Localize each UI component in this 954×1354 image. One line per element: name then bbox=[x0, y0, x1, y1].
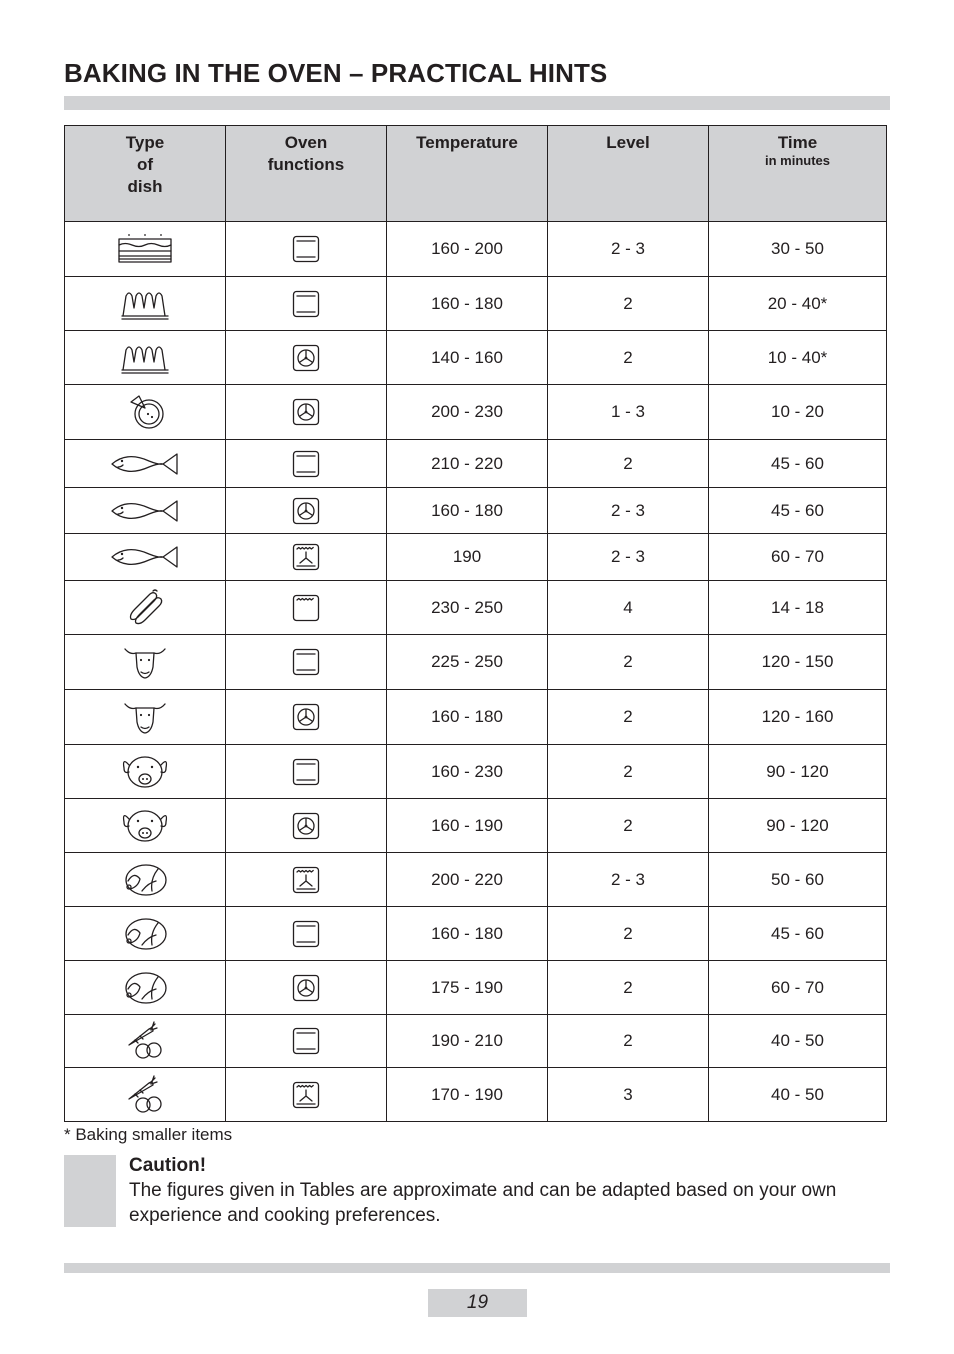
header-func-line1: Oven bbox=[284, 133, 328, 152]
top-bottom-heat-icon bbox=[226, 758, 386, 786]
table-row bbox=[65, 488, 887, 534]
dish-type-cell bbox=[65, 277, 226, 331]
header-level bbox=[548, 126, 709, 222]
level-cell: 4 bbox=[548, 581, 709, 635]
page-title: BAKING IN THE OVEN – PRACTICAL HINTS bbox=[64, 58, 608, 88]
header-time-label: Time bbox=[777, 133, 818, 152]
caution-marker bbox=[64, 1155, 116, 1227]
top-bottom-heat-icon bbox=[226, 235, 386, 263]
table-row bbox=[65, 385, 887, 440]
grill-icon bbox=[226, 594, 386, 622]
level-cell: 1 - 3 bbox=[548, 385, 709, 440]
page-number: 19 bbox=[428, 1289, 527, 1317]
header-type-line3: dish bbox=[127, 177, 163, 196]
oven-function-cell bbox=[226, 745, 387, 799]
level-cell: 2 - 3 bbox=[548, 853, 709, 907]
grill-fan-icon bbox=[226, 543, 386, 571]
oven-function-cell bbox=[226, 853, 387, 907]
oven-function-cell bbox=[226, 488, 387, 534]
temperature-cell: 200 - 230 bbox=[387, 385, 548, 440]
table-row bbox=[65, 635, 887, 690]
bundt-cake-icon bbox=[65, 286, 225, 322]
header-type-line2: of bbox=[136, 155, 154, 174]
dish-type-cell bbox=[65, 1068, 226, 1122]
level-cell: 2 - 3 bbox=[548, 222, 709, 277]
fan-icon bbox=[226, 497, 386, 525]
level-cell: 2 bbox=[548, 331, 709, 385]
header-time-sub: in minutes bbox=[764, 153, 830, 168]
table-row bbox=[65, 1068, 887, 1122]
oven-function-cell bbox=[226, 1015, 387, 1068]
bundt-cake-icon bbox=[65, 340, 225, 376]
table-header-row bbox=[65, 126, 887, 222]
time-cell: 20 - 40* bbox=[709, 277, 887, 331]
time-cell: 60 - 70 bbox=[709, 534, 887, 581]
fish-icon bbox=[65, 543, 225, 571]
header-temperature-label: Temperature bbox=[416, 133, 518, 152]
temperature-cell: 160 - 180 bbox=[387, 488, 548, 534]
dish-type-cell bbox=[65, 961, 226, 1015]
level-cell: 2 bbox=[548, 961, 709, 1015]
time-cell: 30 - 50 bbox=[709, 222, 887, 277]
fish-icon bbox=[65, 497, 225, 525]
dish-type-cell bbox=[65, 907, 226, 961]
level-cell: 2 bbox=[548, 440, 709, 488]
table-row bbox=[65, 961, 887, 1015]
oven-function-cell bbox=[226, 690, 387, 745]
oven-function-cell bbox=[226, 1068, 387, 1122]
temperature-cell: 200 - 220 bbox=[387, 853, 548, 907]
top-bottom-heat-icon bbox=[226, 290, 386, 318]
time-cell: 40 - 50 bbox=[709, 1015, 887, 1068]
level-cell: 3 bbox=[548, 1068, 709, 1122]
sausage-icon bbox=[65, 589, 225, 627]
fan-icon bbox=[226, 703, 386, 731]
oven-function-cell bbox=[226, 440, 387, 488]
top-bottom-heat-icon bbox=[226, 1027, 386, 1055]
time-cell: 45 - 60 bbox=[709, 440, 887, 488]
top-bottom-heat-icon bbox=[226, 450, 386, 478]
temperature-cell: 160 - 180 bbox=[387, 907, 548, 961]
time-cell: 14 - 18 bbox=[709, 581, 887, 635]
table-row bbox=[65, 745, 887, 799]
dish-type-cell bbox=[65, 222, 226, 277]
level-cell: 2 bbox=[548, 1015, 709, 1068]
time-cell: 45 - 60 bbox=[709, 488, 887, 534]
table-row bbox=[65, 222, 887, 277]
temperature-cell: 225 - 250 bbox=[387, 635, 548, 690]
dish-type-cell bbox=[65, 1015, 226, 1068]
level-cell: 2 bbox=[548, 690, 709, 745]
temperature-cell: 190 bbox=[387, 534, 548, 581]
header-time bbox=[709, 126, 887, 222]
poultry-icon bbox=[65, 969, 225, 1007]
dish-type-cell bbox=[65, 799, 226, 853]
time-cell: 60 - 70 bbox=[709, 961, 887, 1015]
footnote: * Baking smaller items bbox=[64, 1125, 233, 1144]
oven-function-cell bbox=[226, 385, 387, 440]
dish-type-cell bbox=[65, 488, 226, 534]
level-cell: 2 bbox=[548, 745, 709, 799]
oven-function-cell bbox=[226, 222, 387, 277]
time-cell: 10 - 40* bbox=[709, 331, 887, 385]
level-cell: 2 - 3 bbox=[548, 488, 709, 534]
pork-icon bbox=[65, 754, 225, 790]
grill-fan-icon bbox=[226, 866, 386, 894]
level-cell: 2 - 3 bbox=[548, 534, 709, 581]
dish-type-cell bbox=[65, 581, 226, 635]
dish-type-cell bbox=[65, 385, 226, 440]
pizza-icon bbox=[65, 392, 225, 432]
poultry-icon bbox=[65, 861, 225, 899]
oven-function-cell bbox=[226, 581, 387, 635]
temperature-cell: 160 - 230 bbox=[387, 745, 548, 799]
oven-function-cell bbox=[226, 277, 387, 331]
top-divider bbox=[64, 96, 890, 110]
dish-type-cell bbox=[65, 690, 226, 745]
oven-function-cell bbox=[226, 331, 387, 385]
time-cell: 120 - 150 bbox=[709, 635, 887, 690]
dish-type-cell bbox=[65, 534, 226, 581]
dish-type-cell bbox=[65, 745, 226, 799]
temperature-cell: 160 - 200 bbox=[387, 222, 548, 277]
temperature-cell: 210 - 220 bbox=[387, 440, 548, 488]
vegetables-icon bbox=[65, 1021, 225, 1061]
time-cell: 45 - 60 bbox=[709, 907, 887, 961]
level-cell: 2 bbox=[548, 799, 709, 853]
table-row bbox=[65, 853, 887, 907]
dish-type-cell bbox=[65, 440, 226, 488]
time-cell: 50 - 60 bbox=[709, 853, 887, 907]
temperature-cell: 190 - 210 bbox=[387, 1015, 548, 1068]
header-temperature bbox=[387, 126, 548, 222]
fan-icon bbox=[226, 344, 386, 372]
table-row bbox=[65, 331, 887, 385]
table-row bbox=[65, 440, 887, 488]
oven-function-cell bbox=[226, 907, 387, 961]
temperature-cell: 170 - 190 bbox=[387, 1068, 548, 1122]
temperature-cell: 230 - 250 bbox=[387, 581, 548, 635]
fan-icon bbox=[226, 398, 386, 426]
top-bottom-heat-icon bbox=[226, 648, 386, 676]
fan-icon bbox=[226, 974, 386, 1002]
table-row bbox=[65, 907, 887, 961]
dish-type-cell bbox=[65, 331, 226, 385]
fish-icon bbox=[65, 450, 225, 478]
baking-hints-table bbox=[64, 125, 887, 1122]
layer-cake-icon bbox=[65, 232, 225, 266]
time-cell: 90 - 120 bbox=[709, 799, 887, 853]
time-cell: 10 - 20 bbox=[709, 385, 887, 440]
dish-type-cell bbox=[65, 635, 226, 690]
level-cell: 2 bbox=[548, 907, 709, 961]
temperature-cell: 160 - 180 bbox=[387, 277, 548, 331]
vegetables-icon bbox=[65, 1075, 225, 1115]
level-cell: 2 bbox=[548, 277, 709, 331]
dish-type-cell bbox=[65, 853, 226, 907]
time-cell: 90 - 120 bbox=[709, 745, 887, 799]
oven-function-cell bbox=[226, 799, 387, 853]
oven-function-cell bbox=[226, 534, 387, 581]
top-bottom-heat-icon bbox=[226, 920, 386, 948]
temperature-cell: 160 - 180 bbox=[387, 690, 548, 745]
beef-icon bbox=[65, 698, 225, 736]
caution-text: The figures given in Tables are approximate and can be adapted based on your own experience and cooking preferences. bbox=[129, 1180, 837, 1226]
oven-function-cell bbox=[226, 961, 387, 1015]
grill-fan-icon bbox=[226, 1081, 386, 1109]
fan-icon bbox=[226, 812, 386, 840]
table-row bbox=[65, 581, 887, 635]
caution-title: Caution! bbox=[129, 1155, 207, 1176]
time-cell: 40 - 50 bbox=[709, 1068, 887, 1122]
oven-function-cell bbox=[226, 635, 387, 690]
header-oven-functions bbox=[226, 126, 387, 222]
table-row bbox=[65, 1015, 887, 1068]
pork-icon bbox=[65, 808, 225, 844]
header-level-label: Level bbox=[606, 133, 650, 152]
bottom-divider bbox=[64, 1263, 890, 1273]
beef-icon bbox=[65, 643, 225, 681]
header-type-line1: Type bbox=[125, 133, 165, 152]
header-func-line2: functions bbox=[267, 155, 345, 174]
header-type-of-dish bbox=[65, 126, 226, 222]
temperature-cell: 175 - 190 bbox=[387, 961, 548, 1015]
table-row bbox=[65, 690, 887, 745]
time-cell: 120 - 160 bbox=[709, 690, 887, 745]
table-row bbox=[65, 277, 887, 331]
poultry-icon bbox=[65, 915, 225, 953]
level-cell: 2 bbox=[548, 635, 709, 690]
temperature-cell: 140 - 160 bbox=[387, 331, 548, 385]
temperature-cell: 160 - 190 bbox=[387, 799, 548, 853]
table-row bbox=[65, 534, 887, 581]
table-row bbox=[65, 799, 887, 853]
